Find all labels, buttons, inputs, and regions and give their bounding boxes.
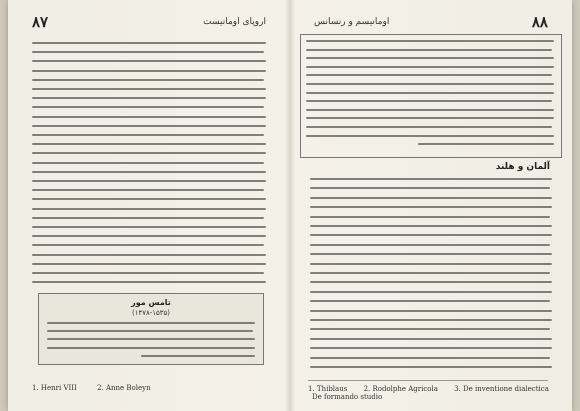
- placeholder-text-line: [310, 178, 552, 180]
- book-edge-left: [0, 0, 8, 411]
- footnote: 3. De inventione dialectica: [454, 385, 549, 393]
- placeholder-text-line: [306, 57, 554, 59]
- placeholder-text-line: [310, 300, 550, 302]
- placeholder-text-line: [310, 366, 552, 368]
- placeholder-text-line: [32, 244, 264, 246]
- placeholder-text-line: [32, 254, 266, 256]
- placeholder-text-line: [306, 135, 554, 137]
- placeholder-text-line: [310, 338, 552, 340]
- right-page: [290, 0, 572, 411]
- placeholder-text-line: [47, 322, 255, 324]
- placeholder-text-line: [32, 198, 266, 200]
- thomas-more-sidebar: [38, 293, 264, 365]
- placeholder-text-line: [32, 79, 264, 81]
- left-page-header: [32, 14, 266, 30]
- placeholder-text-line: [32, 116, 266, 118]
- footnote: 1. Henri VIII: [32, 384, 77, 392]
- placeholder-text-line: [32, 189, 264, 191]
- section-heading: آلمان و هلند: [495, 162, 550, 172]
- footnote: De formando studio: [312, 393, 383, 401]
- placeholder-text-line: [310, 281, 552, 283]
- placeholder-text-line: [32, 134, 264, 136]
- placeholder-text-line: [306, 49, 552, 51]
- placeholder-text-line: [32, 180, 266, 182]
- placeholder-text-line: [306, 66, 554, 68]
- placeholder-text-line: [47, 347, 255, 349]
- placeholder-text-line: [47, 338, 255, 340]
- footnote-rule: [308, 380, 548, 381]
- placeholder-text-line: [32, 263, 266, 265]
- placeholder-text-line: [310, 234, 552, 236]
- placeholder-text-line: [32, 60, 266, 62]
- placeholder-text-line: [32, 171, 266, 173]
- placeholder-text-line: [32, 226, 266, 228]
- placeholder-text-line: [310, 253, 552, 255]
- placeholder-text-line: [306, 40, 554, 42]
- placeholder-text-line: [310, 244, 550, 246]
- placeholder-text-line: [32, 272, 264, 274]
- placeholder-text-line: [32, 88, 266, 90]
- placeholder-text-line: [306, 126, 552, 128]
- placeholder-text-line: [32, 125, 266, 127]
- placeholder-text-line: [32, 42, 266, 44]
- placeholder-text-line: [418, 143, 554, 145]
- left-running-head: اروپای اومانیست: [203, 17, 266, 27]
- footnote: 2. Anne Boleyn: [97, 384, 151, 392]
- right-page-header: [314, 14, 548, 30]
- placeholder-text-line: [306, 92, 554, 94]
- placeholder-text-line: [306, 100, 552, 102]
- right-footnotes: [308, 385, 548, 401]
- placeholder-text-line: [32, 70, 266, 72]
- placeholder-text-line: [32, 51, 264, 53]
- placeholder-text-line: [310, 263, 552, 265]
- placeholder-text-line: [306, 109, 554, 111]
- placeholder-text-line: [47, 330, 253, 332]
- placeholder-text-line: [306, 83, 554, 85]
- left-page: [8, 0, 290, 411]
- placeholder-text-line: [310, 206, 552, 208]
- placeholder-text-line: [141, 355, 255, 357]
- book-edge-right: [572, 0, 580, 411]
- placeholder-text-line: [32, 162, 264, 164]
- placeholder-text-line: [310, 272, 550, 274]
- placeholder-text-line: [32, 281, 266, 283]
- placeholder-text-line: [310, 347, 552, 349]
- left-page-number: ۸۷: [32, 13, 49, 31]
- placeholder-text-line: [310, 225, 552, 227]
- sidebar-dates: (۱۴۷۸-۱۵۳۵): [131, 309, 171, 317]
- sidebar-title: تامس مور: [131, 298, 171, 307]
- right-page-number: ۸۸: [531, 13, 548, 31]
- placeholder-text-line: [32, 106, 264, 108]
- placeholder-text-line: [310, 319, 552, 321]
- placeholder-text-line: [310, 291, 552, 293]
- placeholder-text-line: [32, 152, 266, 154]
- footnote: 1. Thiblaus: [308, 385, 348, 393]
- placeholder-text-line: [310, 328, 550, 330]
- placeholder-text-line: [310, 357, 550, 359]
- placeholder-text-line: [32, 208, 266, 210]
- right-running-head: اومانیسم و رنسانس: [314, 17, 390, 27]
- placeholder-text-line: [32, 217, 264, 219]
- placeholder-text-line: [32, 143, 266, 145]
- left-footnotes: [32, 384, 169, 392]
- placeholder-text-line: [32, 235, 266, 237]
- boxed-passage: [300, 34, 562, 158]
- placeholder-text-line: [310, 187, 550, 189]
- placeholder-text-line: [310, 197, 552, 199]
- placeholder-text-line: [32, 97, 266, 99]
- book-spread: [8, 0, 572, 411]
- footnote: 2. Rodolphe Agricola: [363, 385, 438, 393]
- placeholder-text-line: [310, 310, 552, 312]
- placeholder-text-line: [310, 216, 550, 218]
